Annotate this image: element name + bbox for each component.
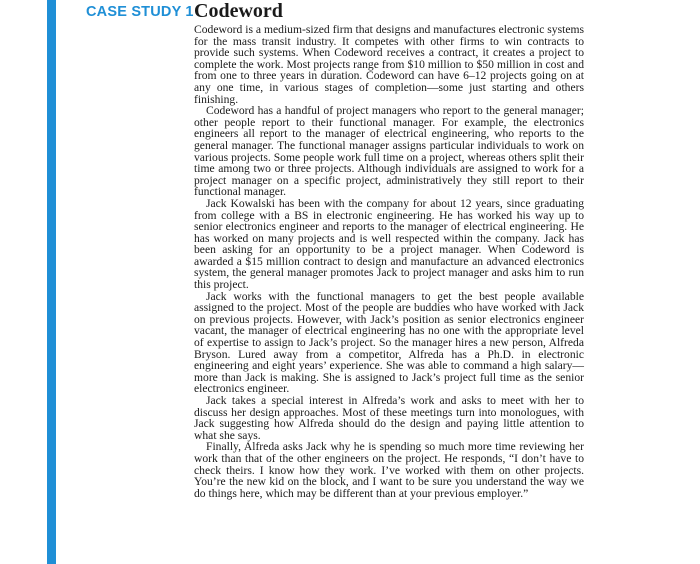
paragraph: Jack takes a special interest in Alfreda’s work and asks to meet with her to discuss her design approaches. Most of these meetings turn into monologues, with Jack suggesting how Alfreda should do the design and paying little attention to what she says. — [194, 394, 584, 442]
paragraph: Jack Kowalski has been with the company for about 12 years, since graduating from college with a BS in electronic engineering. He has worked his way up to senior electronics engineer and reports to the manager of electrical engineering. He has worked on many projects and is well respected within the company. Jack has been asking for an opportunity to be a project manager. When Codeword is awarded a $15 million contract to design and manufacture an advanced electronics system, the general manager promotes Jack to project manager and asks him to run this project. — [194, 196, 584, 292]
paragraph: Codeword is a medium-sized firm that designs and manufactures electronic systems for the mass transit industry. It competes with other firms to win contracts to provide such systems. When Codeword receives a contract, it creates a project to complete the work. Most projects range from $10 million to $50 million in cost and from one to three years in duration. Codeword can have 6–12 projects going on at any one time, in various stages of completion—some just starting and others finishing. — [194, 23, 584, 106]
case-study-title: Codeword — [194, 0, 283, 22]
paragraph: Finally, Alfreda asks Jack why he is spending so much more time reviewing her work than that of the other engineers on the project. He responds, “I don’t have to check theirs. I know how they work. I’ve worked with them on other projects. You’re the new kid on the block, and I want to be sure you understand the way we do things here, which may be different than at your previous employer.” — [194, 440, 584, 500]
accent-bar — [47, 0, 56, 564]
case-study-label: CASE STUDY 1 — [86, 4, 194, 20]
case-study-body — [194, 24, 584, 499]
paragraph: Jack works with the functional managers to get the best people available assigned to the project. Most of the people are buddies who have worked with Jack on previous projects. However, with Jack’s position as senior electronics engineer vacant, the manager of electrical engineering has no one with the appropriate level of expertise to assign to Jack’s project. So the manager hires a new person, Alfreda Bryson. Lured away from a competitor, Alfreda has a Ph.D. in electronic engineering and eight years’ experience. She was able to command a high salary—more than Jack is making. She is assigned to Jack’s project full time as the senior electronics engineer. — [194, 289, 584, 396]
paragraph: Codeword has a handful of project managers who report to the general manager; other people report to their functional manager. For example, the electronics engineers all report to the manager of electrical engineering, who reports to the general manager. The functional manager assigns particular individuals to work on various projects. Some people work full time on a project, whereas others split their time among two or three projects. Although individuals are assigned to work for a project manager on a specific project, administratively they still report to their functional manager. — [194, 104, 584, 199]
